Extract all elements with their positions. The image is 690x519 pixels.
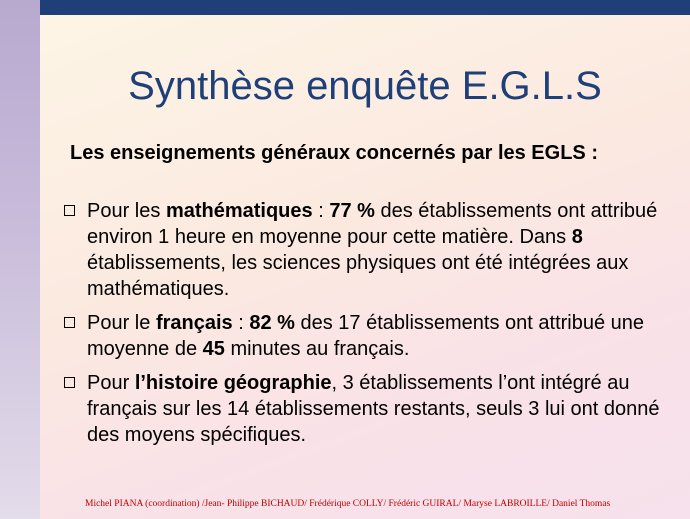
bullet-text xyxy=(87,200,657,300)
bullet-item-francais xyxy=(62,310,662,362)
text-segment-bold: 45 xyxy=(202,338,225,360)
text-segment: : xyxy=(312,200,330,222)
text-segment: Pour le xyxy=(87,312,156,334)
authors-footer: Michel PIANA (coordination) /Jean- Philippe BICHAUD/ Frédérique COLLY/ Frédéric GUIRAL/ Maryse LABROILLE/ Daniel Thomas xyxy=(85,499,611,509)
text-segment: établissements, les sciences physiques ont été intégrées aux mathématiques. xyxy=(87,252,629,300)
square-bullet-icon xyxy=(64,377,75,388)
text-segment: minutes au français. xyxy=(224,338,410,360)
slide-title: Synthèse enquête E.G.L.S xyxy=(128,64,602,108)
text-segment: Pour les xyxy=(87,200,166,222)
text-segment-bold: français xyxy=(155,312,233,334)
text-segment-bold: 77 % xyxy=(329,200,375,222)
bullet-text xyxy=(87,372,660,446)
text-segment: des établissements ont attribué environ 1 heure en moyenne pour cette matière. Dans xyxy=(87,200,658,248)
text-segment-bold: 82 % xyxy=(249,312,295,334)
text-segment: , 3 établissements l’ont intégré au français sur les 14 établissements restants, seuls 3 lui ont donné des moyens spécifiques. xyxy=(87,372,660,446)
text-segment-bold: l’histoire géographie xyxy=(134,372,332,394)
bullet-list xyxy=(62,198,662,456)
square-bullet-icon xyxy=(64,317,75,328)
square-bullet-icon xyxy=(64,205,75,216)
text-segment: des 17 établissements ont attribué une moyenne de xyxy=(87,312,645,360)
bullet-item-histoire-geographie xyxy=(62,370,662,448)
bullet-text xyxy=(87,312,644,360)
bullet-item-mathematiques xyxy=(62,198,662,302)
top-accent-bar xyxy=(40,0,690,15)
text-segment-bold: 8 xyxy=(571,226,583,248)
text-segment: : xyxy=(232,312,250,334)
left-accent-bar xyxy=(0,0,40,519)
text-segment: Pour xyxy=(87,372,135,394)
text-segment-bold: mathématiques xyxy=(165,200,313,222)
slide-subtitle: Les enseignements généraux concernés par les EGLS : xyxy=(70,142,598,164)
